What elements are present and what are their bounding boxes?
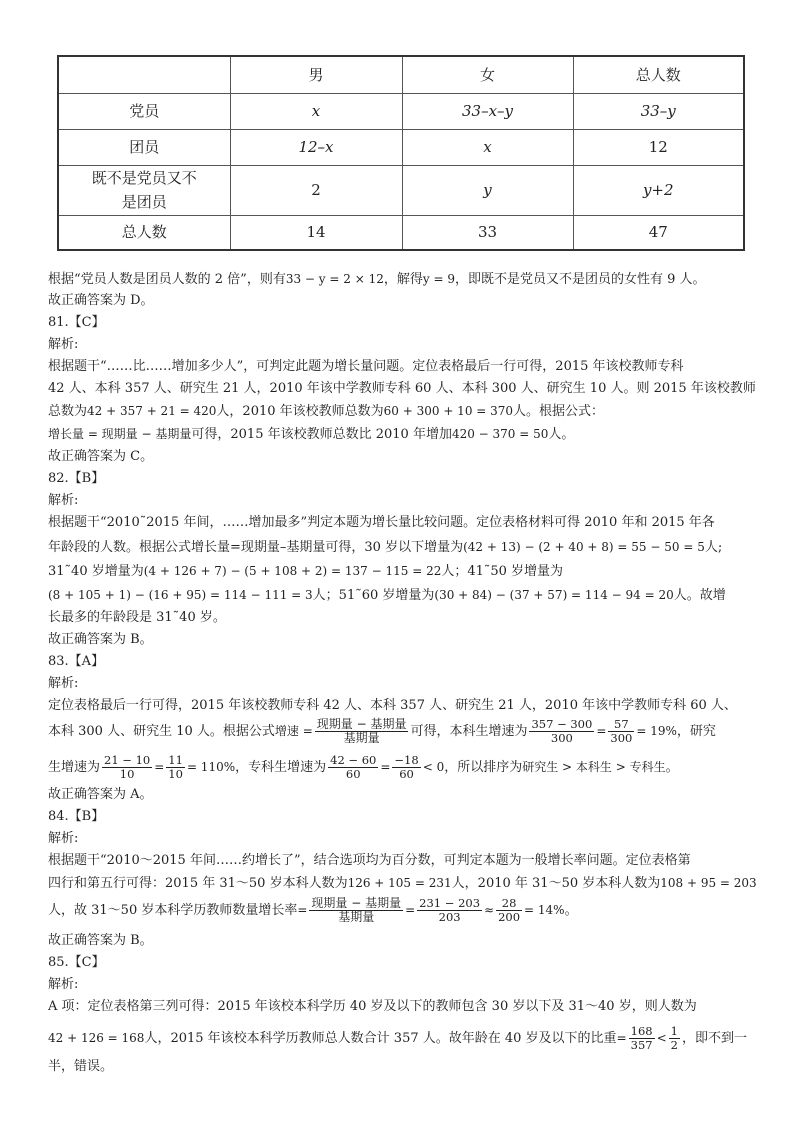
text-span: 人；41˜50 岁增量为 bbox=[441, 564, 564, 579]
fraction bbox=[629, 1025, 655, 1052]
text-span: ，解得 bbox=[383, 272, 423, 287]
fraction-denominator: 203 bbox=[438, 910, 461, 924]
answer-line: 故正确答案为 D。 bbox=[48, 293, 154, 308]
question-number: 85.【C】 bbox=[48, 955, 105, 970]
text-span: 人。 bbox=[548, 427, 575, 442]
math-expr: (8 + 105 + 1) − (16 + 95) = 114 − 111 = 3 bbox=[48, 588, 313, 602]
text-span: 人；51˜60 岁增量为 bbox=[312, 588, 435, 603]
text-line bbox=[48, 268, 758, 291]
text-span: ，即不到一 bbox=[681, 1031, 747, 1046]
math-expr: 增长量 = 现期量 − 基期量 bbox=[48, 427, 192, 441]
fraction-denominator: 基期量 bbox=[343, 731, 380, 745]
text-line: 根据题干“2010˜2015 年间，……增加最多”判定本题为增长量比较问题。定位表格材料可得 2010 年和 2015 年各 bbox=[48, 515, 715, 530]
fraction-numerator: 现期量 − 基期量 bbox=[311, 896, 402, 910]
text-span: 人，故 31～50 岁本科学历教师数量增长率 bbox=[48, 903, 298, 918]
analysis-label: 解析: bbox=[48, 493, 79, 508]
text-span: 年龄段的人数。根据公式增长量=现期量–基期量可得，30 岁以下增量为 bbox=[48, 540, 464, 555]
text-span: 31˜40 岁增量为 bbox=[48, 564, 144, 579]
text-span: 。 bbox=[665, 760, 679, 775]
text-line bbox=[48, 560, 758, 583]
table-cell: 团员 bbox=[58, 129, 230, 165]
text-line bbox=[48, 715, 758, 748]
fraction-numerator: 11 bbox=[168, 753, 183, 767]
table-cell: 总人数 bbox=[58, 215, 230, 250]
fraction-denominator: 10 bbox=[119, 767, 135, 781]
fraction bbox=[166, 754, 185, 781]
question-number: 83.【A】 bbox=[48, 654, 105, 669]
table-row bbox=[58, 93, 744, 129]
text-span: ，专科生增速为 bbox=[235, 760, 327, 775]
text-line: 半，错误。 bbox=[48, 1059, 114, 1074]
math-expr: 420 − 370 = 50 bbox=[451, 427, 549, 441]
question-number: 82.【B】 bbox=[48, 471, 105, 486]
text-span: 总数为 bbox=[48, 404, 88, 419]
text-line bbox=[48, 894, 758, 927]
fraction bbox=[417, 897, 482, 924]
table-cell: 14 bbox=[230, 215, 402, 250]
fraction bbox=[496, 897, 522, 924]
fraction-denominator: 60 bbox=[345, 767, 361, 781]
table-cell: 2 bbox=[230, 165, 402, 215]
text-line: 长最多的年龄段是 31˜40 岁。 bbox=[48, 610, 226, 625]
table-row bbox=[58, 129, 744, 165]
fraction-numerator: 231 − 203 bbox=[419, 896, 481, 910]
math-expr: = bbox=[616, 1031, 627, 1045]
text-line: 42 人、本科 357 人、研究生 21 人，2010 年该中学教师专科 60 人、本科 300 人、研究生 10 人。则 2015 年该校教师 bbox=[48, 381, 756, 396]
math-expr: = bbox=[596, 724, 607, 738]
table-row bbox=[58, 215, 744, 250]
table-cell: y bbox=[402, 165, 573, 215]
math-expr: < bbox=[656, 1031, 667, 1045]
math-expr: 60 + 300 + 10 = 370 bbox=[383, 404, 514, 418]
fraction-denominator: 60 bbox=[399, 767, 414, 781]
math-expr: y = 9 bbox=[422, 272, 455, 286]
math-expr: = bbox=[297, 903, 308, 917]
fraction-denominator: 300 bbox=[610, 731, 633, 745]
fraction-denominator: 10 bbox=[168, 767, 183, 781]
math-expr: = 110% bbox=[186, 760, 236, 774]
table-header-cell: 总人数 bbox=[573, 56, 744, 93]
fraction-denominator: 基期量 bbox=[338, 910, 375, 924]
text-line bbox=[48, 1022, 758, 1055]
analysis-label: 解析: bbox=[48, 977, 79, 992]
text-span: ，研究 bbox=[676, 724, 716, 739]
fraction bbox=[102, 754, 152, 781]
text-line bbox=[48, 872, 758, 895]
data-table bbox=[57, 55, 745, 251]
table-cell: 12 bbox=[573, 129, 744, 165]
fraction-numerator: 57 bbox=[608, 718, 634, 732]
table-cell: 33 bbox=[402, 215, 573, 250]
fraction-numerator: 现期量 − 基期量 bbox=[316, 717, 407, 731]
fraction bbox=[328, 754, 378, 781]
text-span: 生增速为 bbox=[48, 760, 101, 775]
math-expr: = bbox=[405, 903, 416, 917]
answer-line: 故正确答案为 B。 bbox=[48, 933, 153, 948]
table-cell: x bbox=[402, 129, 573, 165]
fraction bbox=[529, 718, 594, 745]
fraction bbox=[309, 897, 403, 924]
question-number: 84.【B】 bbox=[48, 809, 105, 824]
fraction-denominator: 200 bbox=[498, 910, 521, 924]
text-span: 本科 300 人、研究生 10 人。根据公式 bbox=[48, 724, 275, 739]
table-header-cell: 女 bbox=[402, 56, 573, 93]
table-cell-text: 既不是党员又不是团员 bbox=[91, 169, 197, 211]
math-expr: 42 + 357 + 21 = 420 bbox=[87, 404, 217, 418]
fraction bbox=[669, 1025, 680, 1052]
table-cell bbox=[58, 165, 230, 215]
text-line bbox=[48, 400, 758, 423]
text-span: 人，2010 年 31～50 岁本科人数为 bbox=[451, 876, 661, 891]
math-expr: = 14% bbox=[524, 903, 565, 917]
math-expr: = 19% bbox=[636, 724, 677, 738]
analysis-label: 解析: bbox=[48, 337, 79, 352]
text-span: 人; bbox=[704, 540, 723, 555]
table-cell: 33–x–y bbox=[402, 93, 573, 129]
analysis-label: 解析: bbox=[48, 676, 79, 691]
text-span: 四行和第五行可得：2015 年 31～50 岁本科人数为 bbox=[48, 876, 348, 891]
table-cell: 12–x bbox=[230, 129, 402, 165]
fraction bbox=[392, 754, 420, 781]
table-cell: x bbox=[230, 93, 402, 129]
text-span: 。 bbox=[564, 903, 578, 918]
text-line: 根据题干“2010～2015 年间……约增长了”，结合选项均为百分数，可判定本题为一般增长率问题。定位表格第 bbox=[48, 853, 691, 868]
text-line bbox=[48, 751, 758, 784]
table-cell: y+2 bbox=[573, 165, 744, 215]
table-row bbox=[58, 165, 744, 215]
table-cell: 33–y bbox=[573, 93, 744, 129]
table-header-cell: 男 bbox=[230, 56, 402, 93]
fraction-numerator: 357 − 300 bbox=[531, 717, 593, 731]
fraction-denominator: 357 bbox=[630, 1038, 653, 1052]
math-expr: = bbox=[380, 760, 391, 774]
fraction-denominator: 300 bbox=[550, 731, 573, 745]
table-cell: 47 bbox=[573, 215, 744, 250]
math-expr: (4 + 126 + 7) − (5 + 108 + 2) = 137 − 115 = 22 bbox=[143, 564, 442, 578]
text-line: A 项：定位表格第三列可得：2015 年该校本科学历 40 岁及以下的教师包含 30 岁以下及 31～40 岁，则人数为 bbox=[48, 999, 697, 1014]
table-header-row bbox=[58, 56, 744, 93]
table-header-cell bbox=[58, 56, 230, 93]
math-expr: (42 + 13) − (2 + 40 + 8) = 55 − 50 = 5 bbox=[463, 540, 705, 554]
fraction bbox=[608, 718, 634, 745]
answer-line: 故正确答案为 A。 bbox=[48, 787, 153, 802]
text-span: ，所以排序为 bbox=[444, 760, 523, 775]
answer-line: 故正确答案为 B。 bbox=[48, 632, 153, 647]
text-span: 人。故增 bbox=[673, 588, 726, 603]
table-cell: 党员 bbox=[58, 93, 230, 129]
text-span: 可得，2015 年该校教师总数比 2010 年增加 bbox=[191, 427, 452, 442]
math-expr: 33 − y = 2 × 12 bbox=[285, 272, 384, 286]
math-expr: < 0 bbox=[422, 760, 445, 774]
fraction-numerator: 1 bbox=[670, 1024, 678, 1038]
text-line: 定位表格最后一行可得，2015 年该校教师专科 42 人、本科 357 人、研究生 21 人，2010 年该中学教师专科 60 人、 bbox=[48, 698, 737, 713]
answer-line: 故正确答案为 C。 bbox=[48, 449, 154, 464]
math-expr: = bbox=[154, 760, 165, 774]
fraction-denominator: 2 bbox=[670, 1038, 678, 1052]
fraction-numerator: 28 bbox=[496, 897, 522, 911]
math-expr: (30 + 84) − (37 + 57) = 114 − 94 = 20 bbox=[434, 588, 674, 602]
fraction-numerator: 168 bbox=[630, 1024, 653, 1038]
fraction bbox=[315, 718, 409, 745]
text-line: 根据题干“……比……增加多少人”，可判定此题为增长量问题。定位表格最后一行可得，2015 年该校教师专科 bbox=[48, 359, 684, 374]
fraction-numerator: 21 − 10 bbox=[104, 753, 151, 767]
text-span: 可得，本科生增速为 bbox=[410, 724, 528, 739]
math-expr: 42 + 126 = 168 bbox=[48, 1031, 145, 1045]
analysis-label: 解析: bbox=[48, 831, 79, 846]
text-span: 根据“党员人数是团员人数的 2 倍”，则有 bbox=[48, 272, 286, 287]
text-span: ，即既不是党员又不是团员的女性有 9 人。 bbox=[454, 272, 706, 287]
fraction-numerator: −18 bbox=[394, 753, 419, 767]
text-line bbox=[48, 584, 758, 607]
math-expr: 增速 = bbox=[274, 724, 313, 738]
text-span: 人。根据公式： bbox=[513, 404, 605, 419]
question-number: 81.【C】 bbox=[48, 315, 105, 330]
text-span: 人，2010 年该校教师总数为 bbox=[216, 404, 384, 419]
math-expr: 126 + 105 = 231 bbox=[347, 876, 452, 890]
math-expr: 研究生 > 本科生 > 专科生 bbox=[522, 760, 666, 774]
math-expr: 108 + 95 = 203 bbox=[660, 876, 757, 890]
text-line bbox=[48, 536, 758, 559]
text-line bbox=[48, 423, 758, 446]
fraction-numerator: 42 − 60 bbox=[330, 753, 377, 767]
text-span: 人，2015 年该校本科学历教师总人数合计 357 人。故年龄在 40 岁及以下的比重 bbox=[144, 1031, 617, 1046]
math-expr: ≈ bbox=[484, 903, 495, 917]
